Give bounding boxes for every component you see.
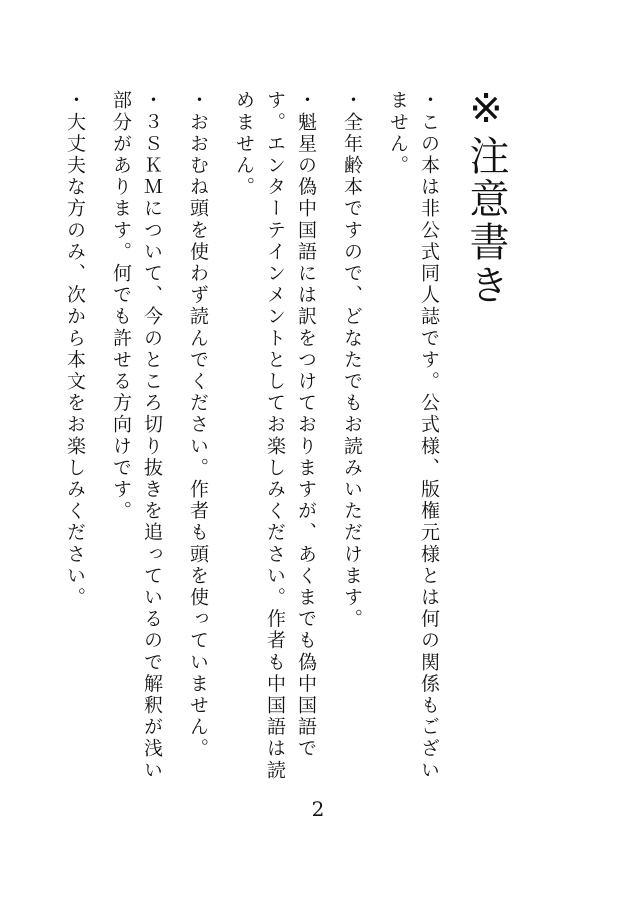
page-title: ※注意書き	[463, 86, 509, 307]
page-number: 2	[311, 797, 325, 821]
notice-paragraph-all-ages: ・全年齢本ですので、どなたでもお読みいただけます。	[341, 90, 363, 630]
notice-paragraph-unofficial: ・この本は非公式同人誌です。公式様、版権元様とは何の関係もございません。	[387, 90, 440, 782]
notice-body	[64, 90, 444, 802]
notice-paragraph-enjoy: ・大丈夫な方のみ、次から本文をお楽しみください。	[64, 90, 86, 609]
notice-paragraph-fake-chinese: ・魁星の偽中国語には訳をつけておりますが、あくまでも偽中国語です。エンターテインメントとしてお楽しみください。作者も中国語は読めません。	[233, 90, 317, 782]
notice-paragraph-interpretation: ・３ＳＫＭについて、今のところ切り抜きを追っているので解釈が浅い部分があります。何でも許せる方向けです。	[110, 90, 163, 782]
notice-paragraph-read-casually: ・おおむね頭を使わず読んでください。作者も頭を使っていません。	[187, 90, 209, 760]
